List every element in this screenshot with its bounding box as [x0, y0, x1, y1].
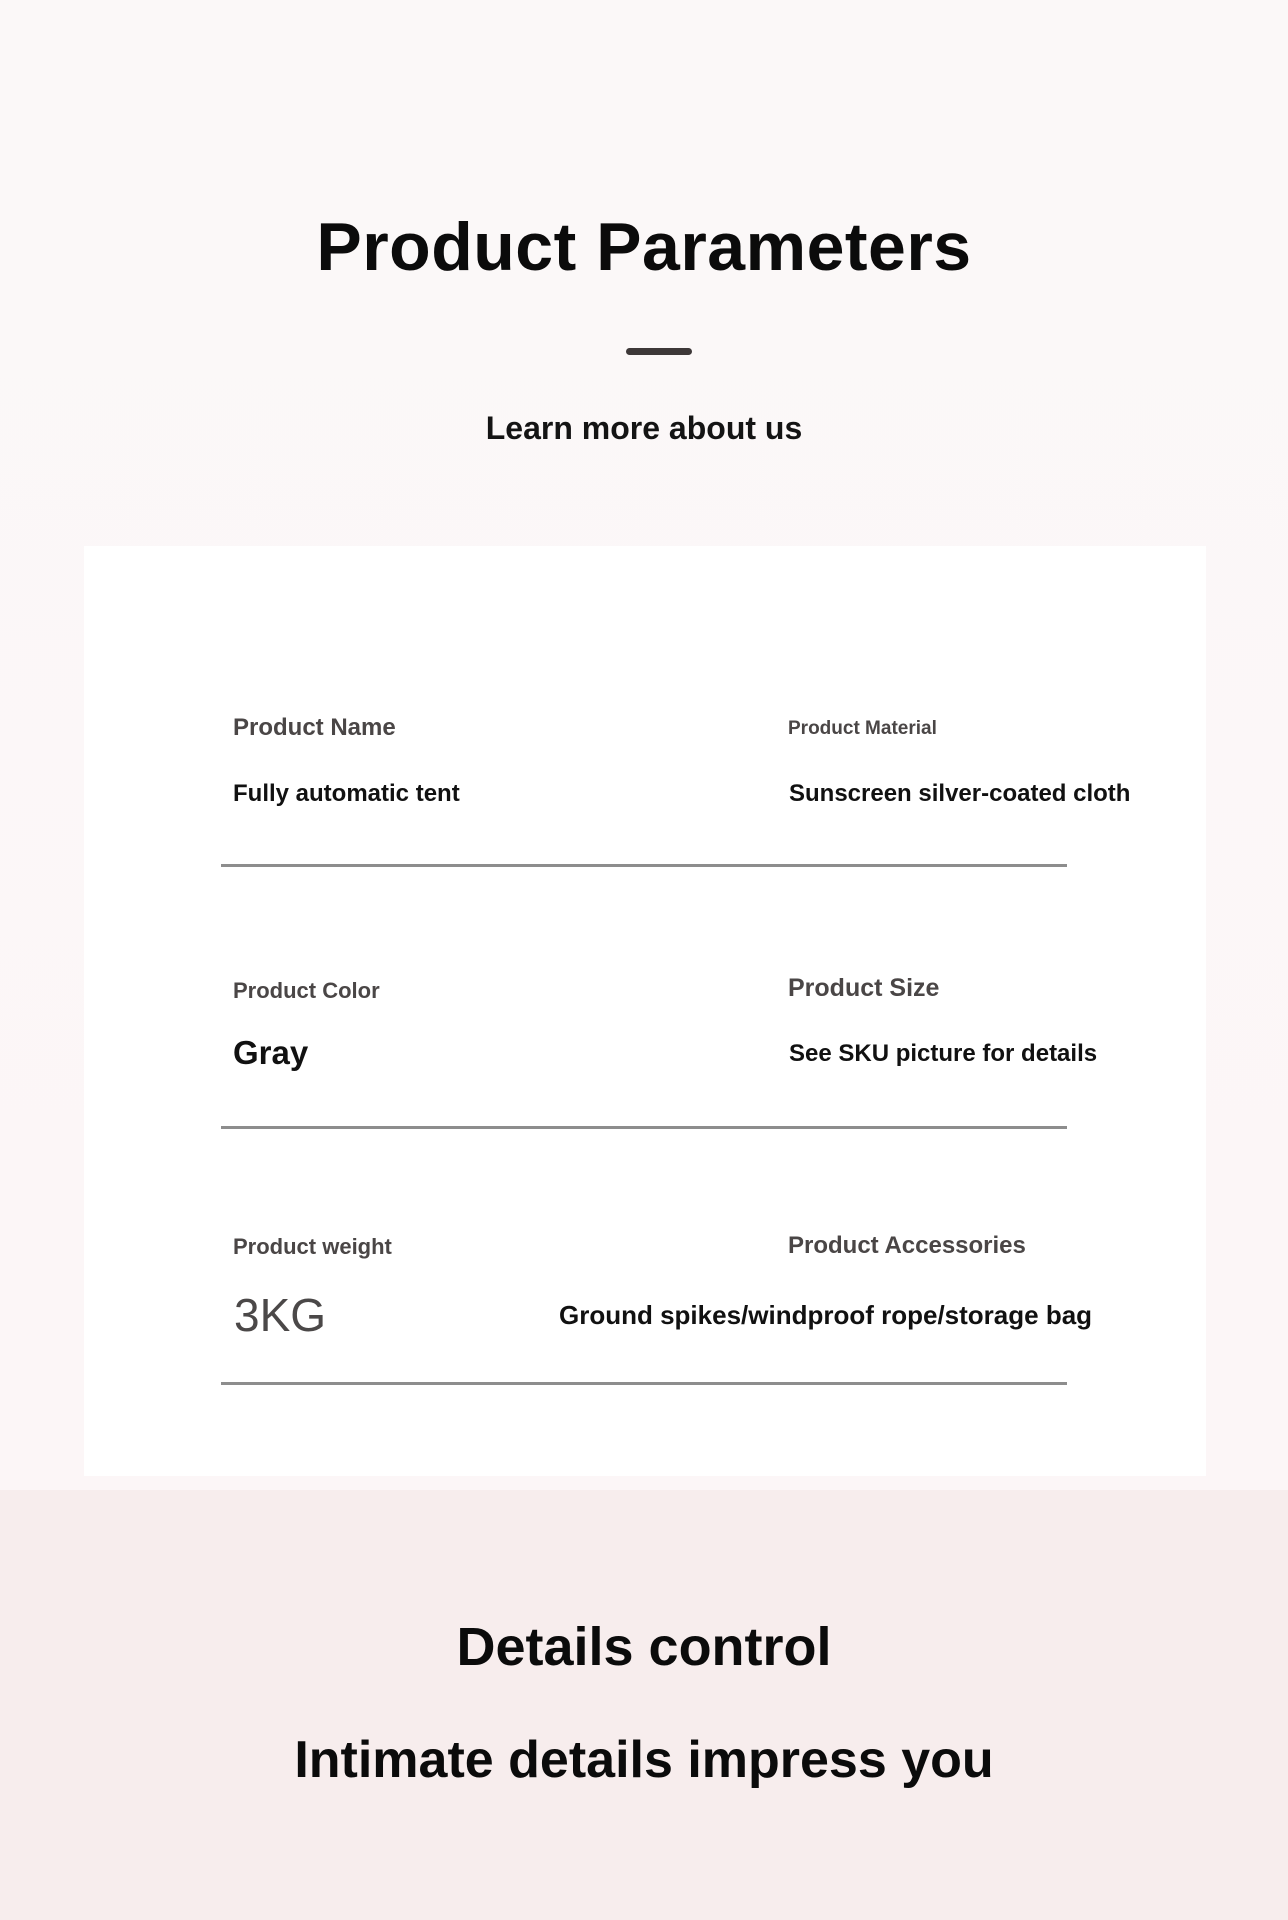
param-value-size: See SKU picture for details — [789, 1040, 1098, 1067]
param-label-accessories: Product Accessories — [788, 1232, 1026, 1259]
param-value-material: Sunscreen silver-coated cloth — [789, 780, 1131, 807]
page-subtitle: Learn more about us — [485, 410, 803, 446]
details-subtitle: Intimate details impress you — [294, 1731, 994, 1789]
parameters-card — [84, 546, 1206, 1476]
param-value-color: Gray — [233, 1034, 309, 1071]
param-label-material: Product Material — [788, 718, 937, 739]
row-divider-2 — [221, 1126, 1067, 1129]
param-value-name: Fully automatic tent — [233, 780, 460, 807]
param-value-accessories: Ground spikes/windproof rope/storage bag — [559, 1300, 1093, 1330]
param-label-color: Product Color — [233, 978, 380, 1003]
row-divider-3 — [221, 1382, 1067, 1385]
param-value-weight: 3KG — [234, 1289, 327, 1341]
param-label-name: Product Name — [233, 714, 396, 741]
title-divider — [626, 348, 692, 355]
details-section — [0, 1490, 1288, 1920]
details-title: Details control — [456, 1617, 832, 1677]
page-title: Product Parameters — [316, 209, 972, 285]
param-label-weight: Product weight — [233, 1234, 392, 1259]
row-divider-1 — [221, 864, 1067, 867]
param-label-size: Product Size — [788, 974, 940, 1002]
